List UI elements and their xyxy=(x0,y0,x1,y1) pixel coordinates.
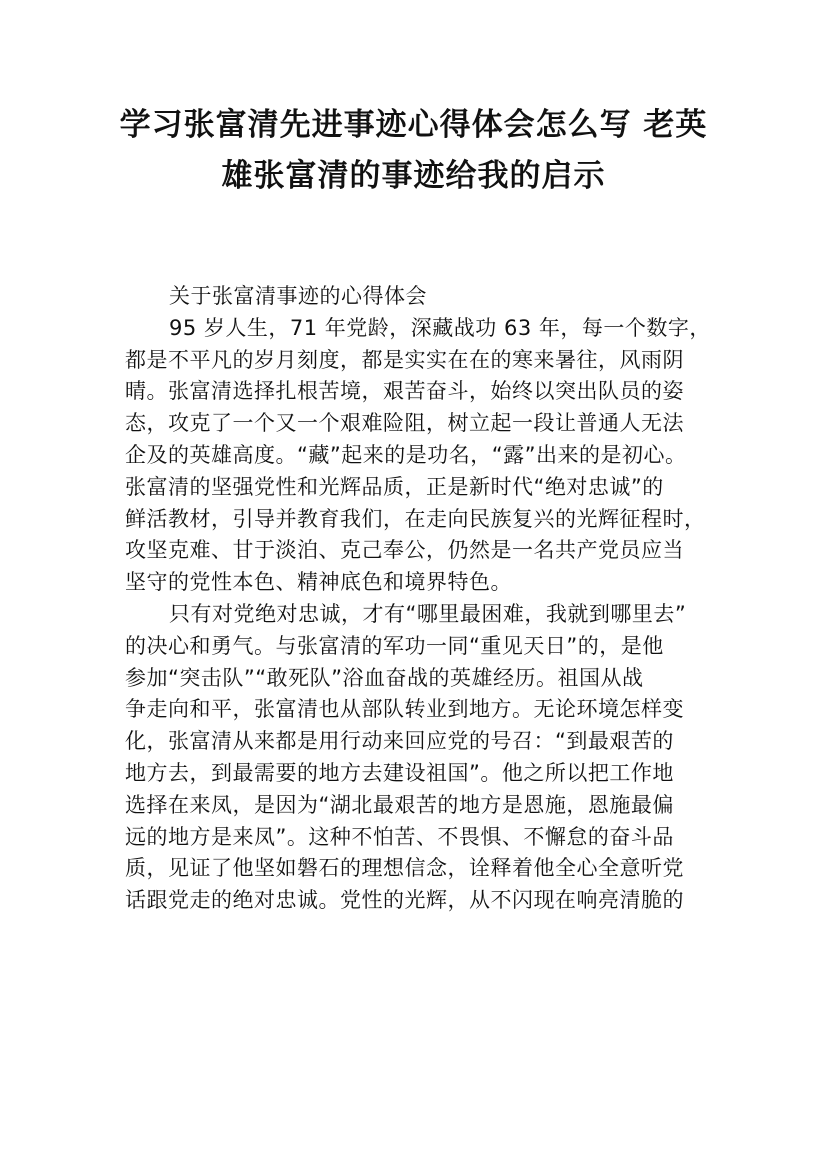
document-title xyxy=(110,100,717,202)
text-line: 话跟党走的绝对忠诚。党性的光辉，从不闪现在响亮清脆的 xyxy=(125,888,684,913)
title-line: 雄张富清的事迹给我的启示 xyxy=(221,158,606,194)
text-line: 企及的英雄高度。“藏”起来的是功名，“露”出来的是初心。 xyxy=(125,442,687,467)
text-line: 参加“突击队”“敢死队”浴血奋战的英雄经历。祖国从战 xyxy=(125,665,644,690)
text-line: 选择在来凤，是因为“湖北最艰苦的地方是恩施，恩施最偏 xyxy=(125,792,674,817)
paragraph xyxy=(125,599,715,917)
text-line: 关于张富清事迹的心得体会 xyxy=(169,284,427,308)
text-line: 化，张富清从来都是用行动来回应党的号召：“到最艰苦的 xyxy=(125,729,674,754)
text-line: 的决心和勇气。与张富清的军功一同“重见天日”的，是他 xyxy=(125,633,664,658)
text-line: 张富清的坚强党性和光辉品质，正是新时代“绝对忠诚”的 xyxy=(125,474,664,499)
paragraph-heading xyxy=(125,281,715,313)
text-line: 态，攻克了一个又一个艰难险阻，树立起一段让普通人无法 xyxy=(125,411,684,436)
text-line: 质，见证了他坚如磐石的理想信念，诠释着他全心全意听党 xyxy=(125,856,684,881)
text-line: 都是不平凡的岁月刻度，都是实实在在的寒来暑往，风雨阴 xyxy=(125,347,684,372)
text-line: 攻坚克难、甘于淡泊、克己奉公，仍然是一名共产党员应当 xyxy=(125,538,684,563)
text-line: 坚守的党性本色、精神底色和境界特色。 xyxy=(125,570,512,595)
document-body xyxy=(125,281,715,917)
text-line: 95 岁人生，71 年党龄，深藏战功 63 年，每一个数字， xyxy=(169,315,711,340)
text-line: 晴。张富清选择扎根苦境，艰苦奋斗，始终以突出队员的姿 xyxy=(125,379,684,404)
text-line: 地方去，到最需要的地方去建设祖国”。他之所以把工作地 xyxy=(125,760,674,785)
text-line: 远的地方是来凤”。这种不怕苦、不畏惧、不懈怠的奋斗品 xyxy=(125,824,674,849)
text-line: 鲜活教材，引导并教育我们，在走向民族复兴的光辉征程时， xyxy=(125,506,706,531)
text-line: 只有对党绝对忠诚，才有“哪里最困难，我就到哪里去” xyxy=(169,601,687,626)
title-line: 学习张富清先进事迹心得体会怎么写 老英 xyxy=(119,107,708,143)
paragraph xyxy=(125,313,715,599)
text-line: 争走向和平，张富清也从部队转业到地方。无论环境怎样变 xyxy=(125,697,684,722)
